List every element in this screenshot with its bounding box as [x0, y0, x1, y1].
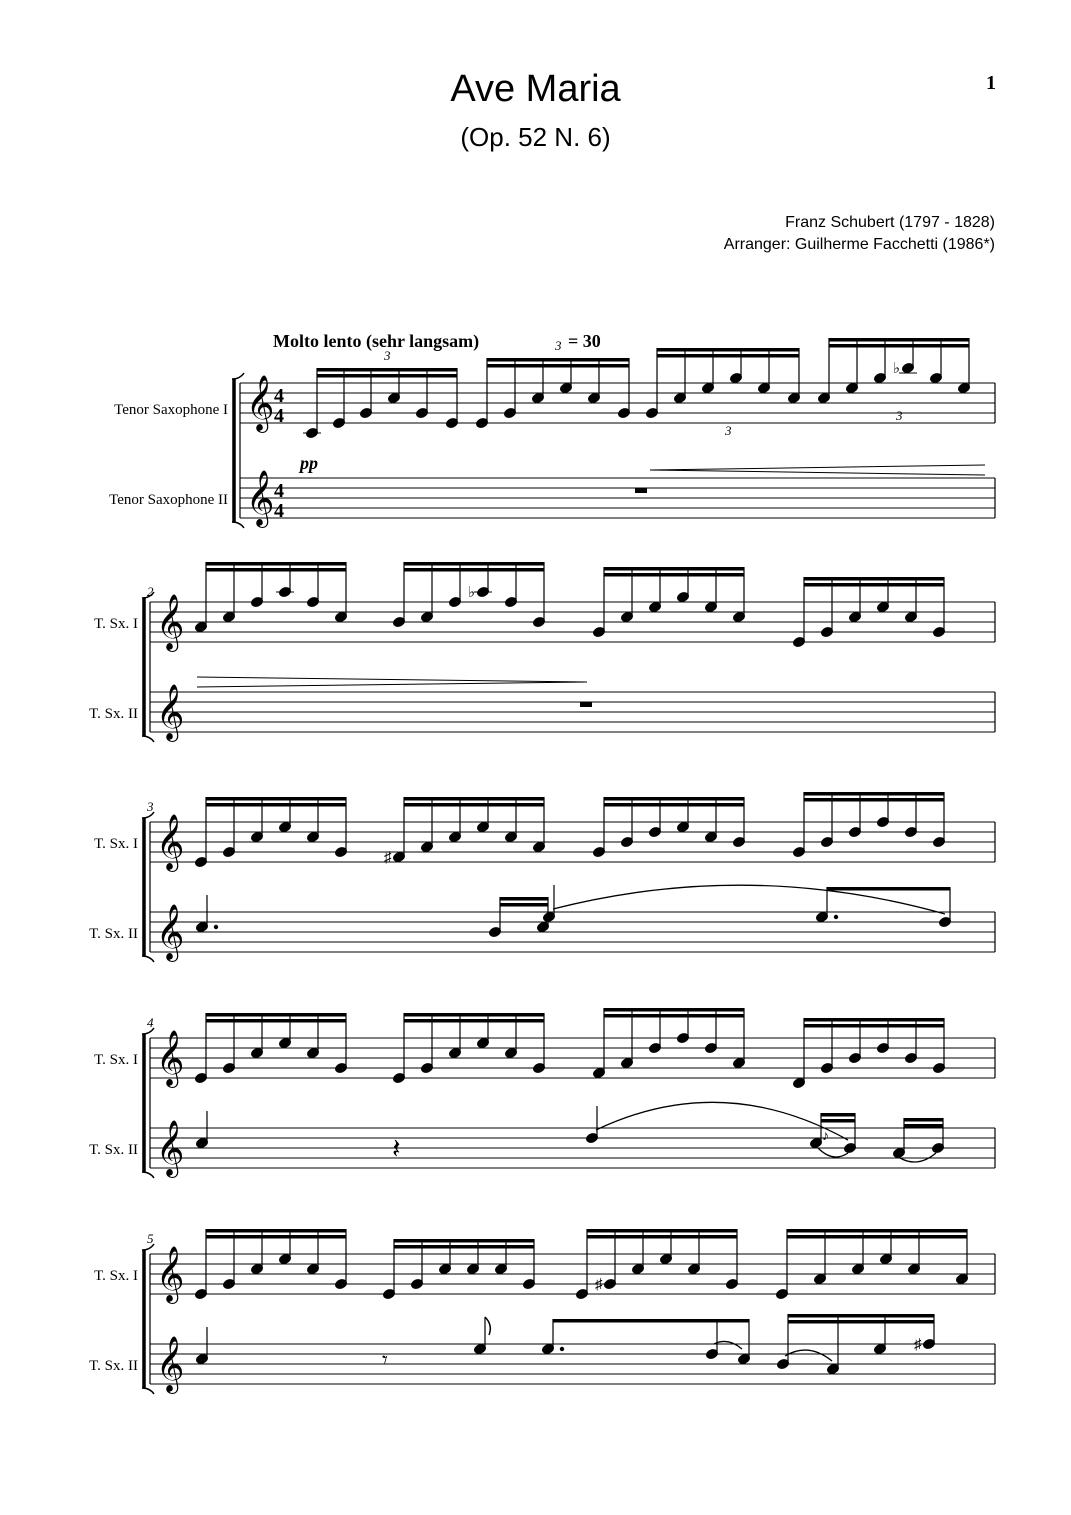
- note-beam: [404, 797, 544, 801]
- page-number: 1: [986, 72, 996, 94]
- slur: [596, 1102, 848, 1140]
- flat-accidental: ♭: [468, 585, 476, 601]
- tie: [818, 1148, 848, 1157]
- note-beam: [317, 374, 457, 378]
- sharp-accidental: ♯: [595, 1277, 603, 1293]
- note-beam: [904, 1124, 943, 1128]
- note-beam: [604, 573, 744, 577]
- note-beam: [787, 1235, 967, 1239]
- hairpin-line: [650, 465, 985, 470]
- note-beam: [394, 1239, 534, 1243]
- bracket-hook: [142, 956, 154, 962]
- instrument-name: T. Sx. I: [94, 836, 138, 852]
- note-beam: [821, 1119, 855, 1123]
- tempo-value: = 30: [568, 331, 601, 351]
- note-beam: [804, 583, 944, 587]
- note-beam: [404, 562, 544, 566]
- note-beam: [604, 1014, 744, 1018]
- eighth-rest-icon: 𝄾: [382, 1347, 388, 1372]
- piece-title: Ave Maria: [450, 68, 621, 110]
- note-beam: [500, 897, 548, 901]
- note-beam: [657, 348, 799, 352]
- treble-clef-icon: 𝄞: [156, 1338, 185, 1391]
- instrument-name: T. Sx. II: [89, 1142, 138, 1158]
- note-beam: [788, 1320, 934, 1324]
- note-beam: [487, 358, 629, 362]
- measure-number: 2: [147, 584, 154, 599]
- instrument-name: Tenor Saxophone I: [114, 402, 228, 418]
- dot: [214, 925, 218, 929]
- note-beam: [206, 562, 346, 566]
- instrument-name: T. Sx. I: [94, 1052, 138, 1068]
- note-beam: [206, 1013, 346, 1017]
- tuplet-number: 3: [384, 348, 391, 363]
- note-beam: [404, 803, 544, 807]
- composer-credit: Franz Schubert (1797 - 1828): [785, 214, 995, 231]
- treble-clef-icon: 𝄞: [246, 377, 275, 430]
- note-beam: [404, 1013, 544, 1017]
- note-beam: [604, 797, 744, 801]
- time-signature-denominator: 4: [274, 500, 284, 522]
- tuplet-number: 3: [896, 408, 903, 423]
- hairpin-line: [650, 470, 985, 475]
- grace-note: ♪: [822, 1129, 829, 1144]
- note-beam: [804, 1018, 944, 1022]
- note-beam: [821, 1113, 855, 1117]
- sharp-accidental: ♯: [384, 850, 392, 866]
- treble-clef-icon: 𝄞: [156, 1122, 185, 1175]
- whole-rest-icon: [580, 702, 592, 707]
- note-beam: [487, 364, 629, 368]
- sharp-accidental: ♯: [914, 1337, 922, 1353]
- treble-clef-icon: 𝄞: [246, 472, 275, 525]
- note-beam: [829, 338, 969, 342]
- instrument-name: Tenor Saxophone II: [109, 492, 228, 508]
- treble-clef-icon: 𝄞: [156, 906, 185, 959]
- treble-clef-icon: 𝄞: [156, 1248, 185, 1301]
- instrument-name: T. Sx. II: [89, 926, 138, 942]
- note-beam: [829, 344, 969, 348]
- note-beam: [404, 568, 544, 572]
- note-beam: [804, 792, 944, 796]
- time-signature-numerator: 4: [274, 480, 284, 502]
- note-beam: [657, 354, 799, 358]
- note-beam: [587, 1229, 737, 1233]
- bracket-hook: [232, 522, 244, 528]
- dot: [834, 915, 838, 919]
- note-beam: [804, 1024, 944, 1028]
- note-beam: [604, 1008, 744, 1012]
- bracket-hook: [142, 1388, 154, 1394]
- instrument-name: T. Sx. I: [94, 1268, 138, 1284]
- measure-number: 3: [147, 799, 154, 814]
- bracket-hook: [142, 1172, 154, 1178]
- time-signature-denominator: 4: [274, 405, 284, 427]
- note-beam: [804, 798, 944, 802]
- time-signature-numerator: 4: [274, 385, 284, 407]
- note-beam: [604, 567, 744, 571]
- instrument-name: T. Sx. II: [89, 706, 138, 722]
- note-beam: [317, 368, 457, 372]
- bracket-hook: [232, 373, 244, 379]
- tempo-marking: Molto lento (sehr langsam): [273, 331, 480, 351]
- treble-clef-icon: 𝄞: [156, 1032, 185, 1085]
- tuplet-number: 3: [725, 423, 732, 438]
- note-beam: [206, 1019, 346, 1023]
- note-beam: [206, 568, 346, 572]
- treble-clef-icon: 𝄞: [156, 686, 185, 739]
- note-beam: [404, 1019, 544, 1023]
- note-flag: [485, 1317, 490, 1335]
- measure-number: 5: [147, 1231, 154, 1246]
- tie: [714, 1341, 742, 1349]
- instrument-name: T. Sx. I: [94, 616, 138, 632]
- note-beam: [587, 1235, 737, 1239]
- note-beam: [787, 1229, 967, 1233]
- note-beam: [206, 803, 346, 807]
- note-beam: [500, 903, 548, 907]
- treble-clef-icon: 𝄞: [156, 816, 185, 869]
- whole-rest-icon: [635, 488, 647, 493]
- note-beam: [206, 797, 346, 801]
- instrument-name: T. Sx. II: [89, 1358, 138, 1374]
- note-beam: [827, 887, 950, 891]
- note-beam: [206, 1229, 346, 1233]
- measure-number: 4: [147, 1015, 154, 1030]
- hairpin-line: [197, 677, 587, 682]
- quarter-rest-icon: 𝄽: [392, 1134, 401, 1165]
- note-beam: [206, 1235, 346, 1239]
- tuplet-number: 3: [555, 338, 562, 353]
- dot: [560, 1347, 564, 1351]
- flat-accidental: ♭: [893, 361, 901, 377]
- note-beam: [788, 1314, 934, 1318]
- piece-subtitle: (Op. 52 N. 6): [460, 122, 611, 152]
- arranger-credit: Arranger: Guilherme Facchetti (1986*): [723, 236, 995, 253]
- note-beam: [553, 1319, 749, 1323]
- bracket-hook: [142, 736, 154, 742]
- note-beam: [804, 577, 944, 581]
- treble-clef-icon: 𝄞: [156, 596, 185, 649]
- note-beam: [904, 1118, 943, 1122]
- note-beam: [604, 803, 744, 807]
- dynamic-marking: pp: [300, 453, 318, 473]
- note-beam: [394, 1245, 534, 1249]
- slur: [785, 1350, 832, 1361]
- hairpin-line: [197, 682, 587, 687]
